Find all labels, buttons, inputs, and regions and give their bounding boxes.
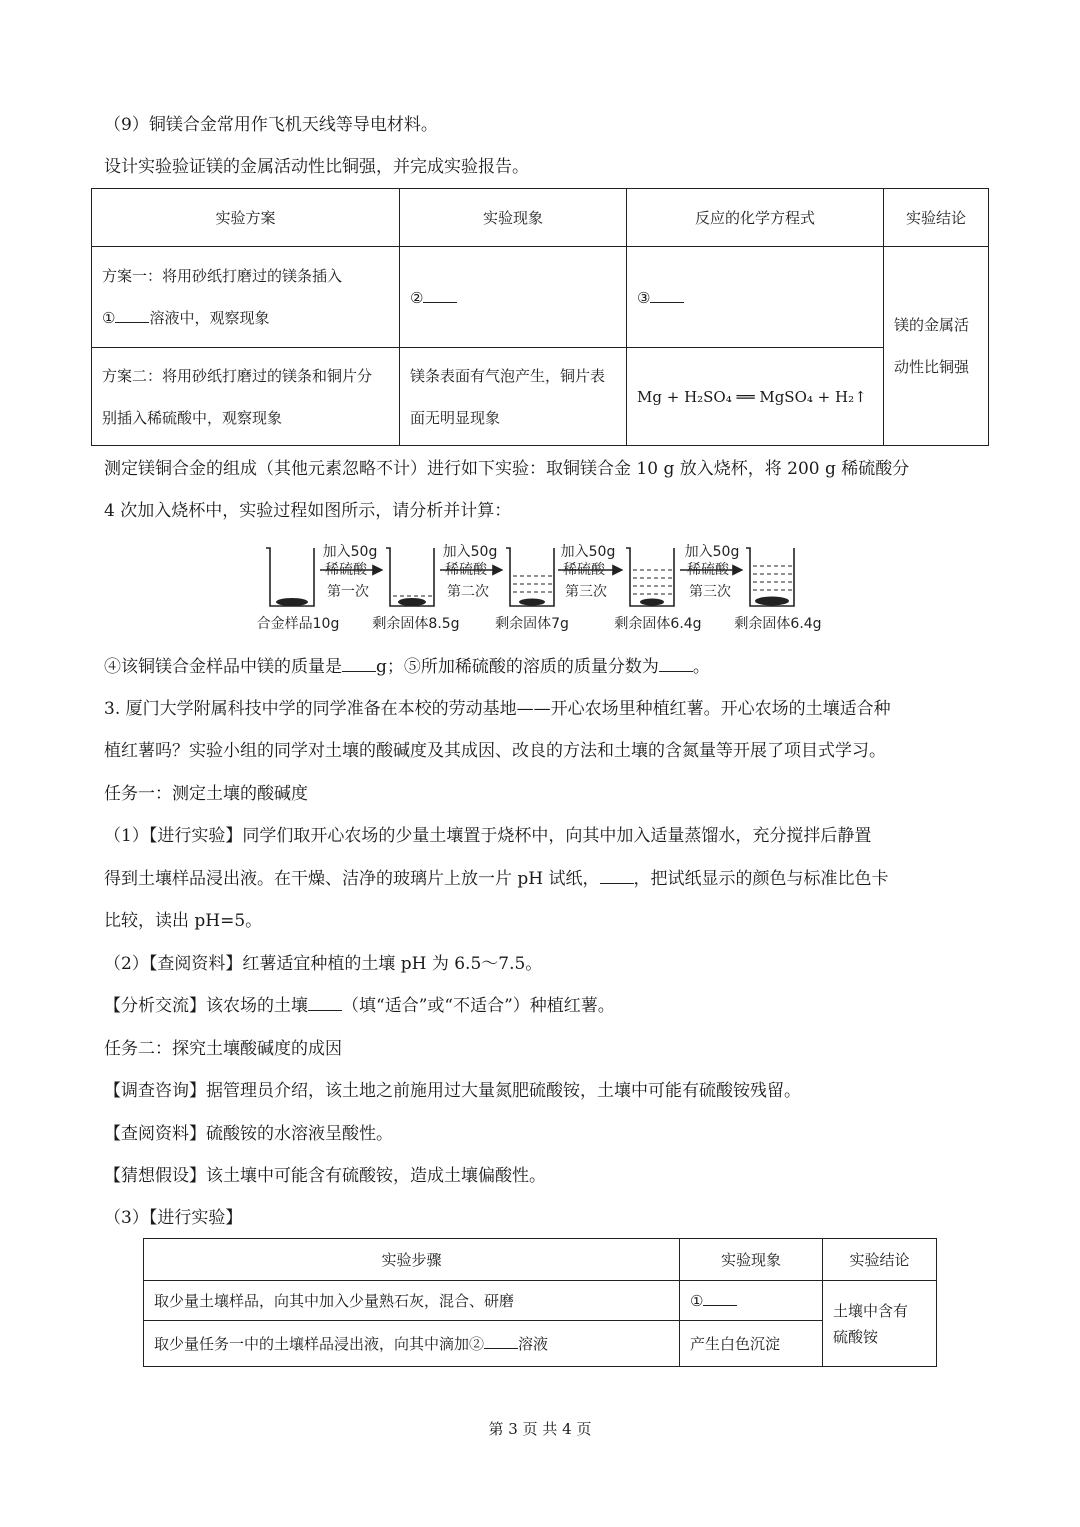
table1-header-plan: 实验方案 [92,189,400,247]
table1-header-phenomenon: 实验现象 [400,189,627,247]
caption-3: 剩余固体7g [495,616,569,632]
phen2-line2: 面无明显现象 [410,408,501,427]
table2-phen-1: ① [680,1281,823,1321]
beaker-4 [626,548,674,606]
table2-phen-2: 产生白色沉淀 [680,1321,823,1367]
measure-line-1: 测定镁铜合金的组成（其他元素忽略不计）进行如下实验：取铜镁合金 10 g 放入烧杯，将 200 g 稀硫酸分 [104,459,910,479]
answer-blank-8[interactable] [703,1291,737,1306]
measure-line-2: 4 次加入烧杯中，实验过程如图所示，请分析并计算： [104,501,512,521]
q9-intro: （9）铜镁合金常用作飞机天线等导电材料。 [104,115,438,135]
guess-line: 【猜想假设】该土壤中可能含有硫酸铵，造成土壤偏酸性。 [104,1166,546,1186]
table1-plan-1 [92,247,400,348]
arrow2-line2: 稀硫酸 [445,562,487,578]
conclusion-line1: 镁的金属活 [894,316,970,334]
p1-line-1: （1）【进行实验】同学们取开心农场的少量土壤置于烧杯中，向其中加入适量蒸馏水，充分搅拌后静置 [104,826,872,846]
table1-equation-2: Mg + H₂SO₄ ══ MgSO₄ + H₂↑ [627,348,884,446]
table2-header-phenomenon: 实验现象 [680,1239,823,1281]
arrow3-line2: 稀硫酸 [563,562,605,578]
beaker-3 [506,548,554,606]
beaker-1 [266,548,314,606]
p3-line: （3）【进行实验】 [104,1208,243,1228]
answer-blank-7[interactable] [308,996,342,1011]
arrow4-line3: 第三次 [689,584,731,600]
t2-conclusion-line1: 土壤中含有 [833,1301,909,1320]
caption-4: 剩余固体6.4g [614,616,702,632]
arrow1-line2: 稀硫酸 [325,562,367,578]
experiment-table-2 [143,1238,937,1367]
table2-step-2: 取少量任务一中的土壤样品浸出液，向其中滴加② 溶液 [144,1321,680,1367]
arrow2-line3: 第二次 [447,584,489,600]
q9-task: 设计实验验证镁的金属活动性比铜强，并完成实验报告。 [104,157,529,177]
q3-line-2: 植红薯吗？实验小组的同学对土壤的酸碱度及其成因、改良的方法和土壤的含氮量等开展了项目式学习。 [104,741,886,761]
task1-heading: 任务一：测定土壤的酸碱度 [104,784,308,804]
answer-blank-2[interactable] [423,288,457,303]
arrow1-line1: 加入50g [322,544,378,560]
t2-conclusion-line2: 硫酸铵 [833,1327,879,1346]
table1-header-conclusion: 实验结论 [884,189,989,247]
plan2-line1: 方案二：将用砂纸打磨过的镁条和铜片分 [102,366,373,385]
p2-analysis: 【分析交流】该农场的土壤 （填“适合”或“不适合”）种植红薯。 [104,996,615,1016]
lookup-line: 【查阅资料】硫酸铵的水溶液呈酸性。 [104,1124,393,1144]
answer-blank-1[interactable] [115,308,149,323]
answer-blank-3[interactable] [650,288,684,303]
conclusion-line2: 动性比铜强 [894,358,970,376]
answer-blank-4[interactable] [342,657,376,672]
phen2-line1: 镁条表面有气泡产生，铜片表 [410,366,606,385]
answer-blank-5[interactable] [659,657,693,672]
task2-heading: 任务二：探究土壤酸碱度的成因 [104,1039,342,1059]
table1-phenomenon-1: ② [400,247,627,348]
plan1-line1: 方案一：将用砂纸打磨过的镁条插入 [102,267,343,285]
table1-plan-2 [92,348,400,446]
page-footer: 第 3 页 共 4 页 [488,1420,592,1438]
q45-line: ④该铜镁合金样品中镁的质量是 g；⑤所加稀硫酸的溶质的质量分数为 。 [104,657,710,677]
table2-conclusion [823,1281,937,1367]
arrow2-line1: 加入50g [442,544,498,560]
table1-header-equation: 反应的化学方程式 [627,189,884,247]
answer-blank-6[interactable] [600,869,634,884]
arrow4-line1: 加入50g [684,544,740,560]
survey-line: 【调查咨询】据管理员介绍，该土地之前施用过大量氮肥硫酸铵，土壤中可能有硫酸铵残留。 [104,1081,801,1101]
caption-1: 合金样品10g [256,616,340,632]
table2-step-1: 取少量土壤样品，向其中加入少量熟石灰，混合、研磨 [144,1281,680,1321]
arrow4-line2: 稀硫酸 [687,562,729,578]
caption-5: 剩余固体6.4g [734,616,822,632]
table1-phenomenon-2 [400,348,627,446]
table2-header-step: 实验步骤 [144,1239,680,1281]
table2-header-conclusion: 实验结论 [823,1239,937,1281]
beaker-diagram [250,540,840,634]
table1-equation-1: ③ [627,247,884,348]
experiment-table-1 [91,188,989,446]
p2-line: （2）【查阅资料】红薯适宜种植的土壤 pH 为 6.5～7.5。 [104,954,543,974]
q3-line-1: 3. 厦门大学附属科技中学的同学准备在本校的劳动基地——开心农场里种植红薯。开心农场的土壤适合种 [104,699,891,719]
plan2-line2: 别插入稀硫酸中，观察现象 [102,408,283,427]
table1-conclusion [884,247,989,446]
caption-2: 剩余固体8.5g [372,616,460,632]
p1-line-3: 比较，读出 pH=5。 [104,911,263,931]
answer-blank-9[interactable] [484,1334,518,1349]
plan1-line2: ① 溶液中，观察现象 [102,309,270,327]
beaker-2 [386,548,434,606]
p1-line-2: 得到土壤样品浸出液。在干燥、洁净的玻璃片上放一片 pH 试纸， ，把试纸显示的颜色与标准比色卡 [104,869,889,889]
arrow3-line1: 加入50g [560,544,616,560]
arrow3-line3: 第三次 [565,584,607,600]
arrow1-line3: 第一次 [327,584,369,600]
